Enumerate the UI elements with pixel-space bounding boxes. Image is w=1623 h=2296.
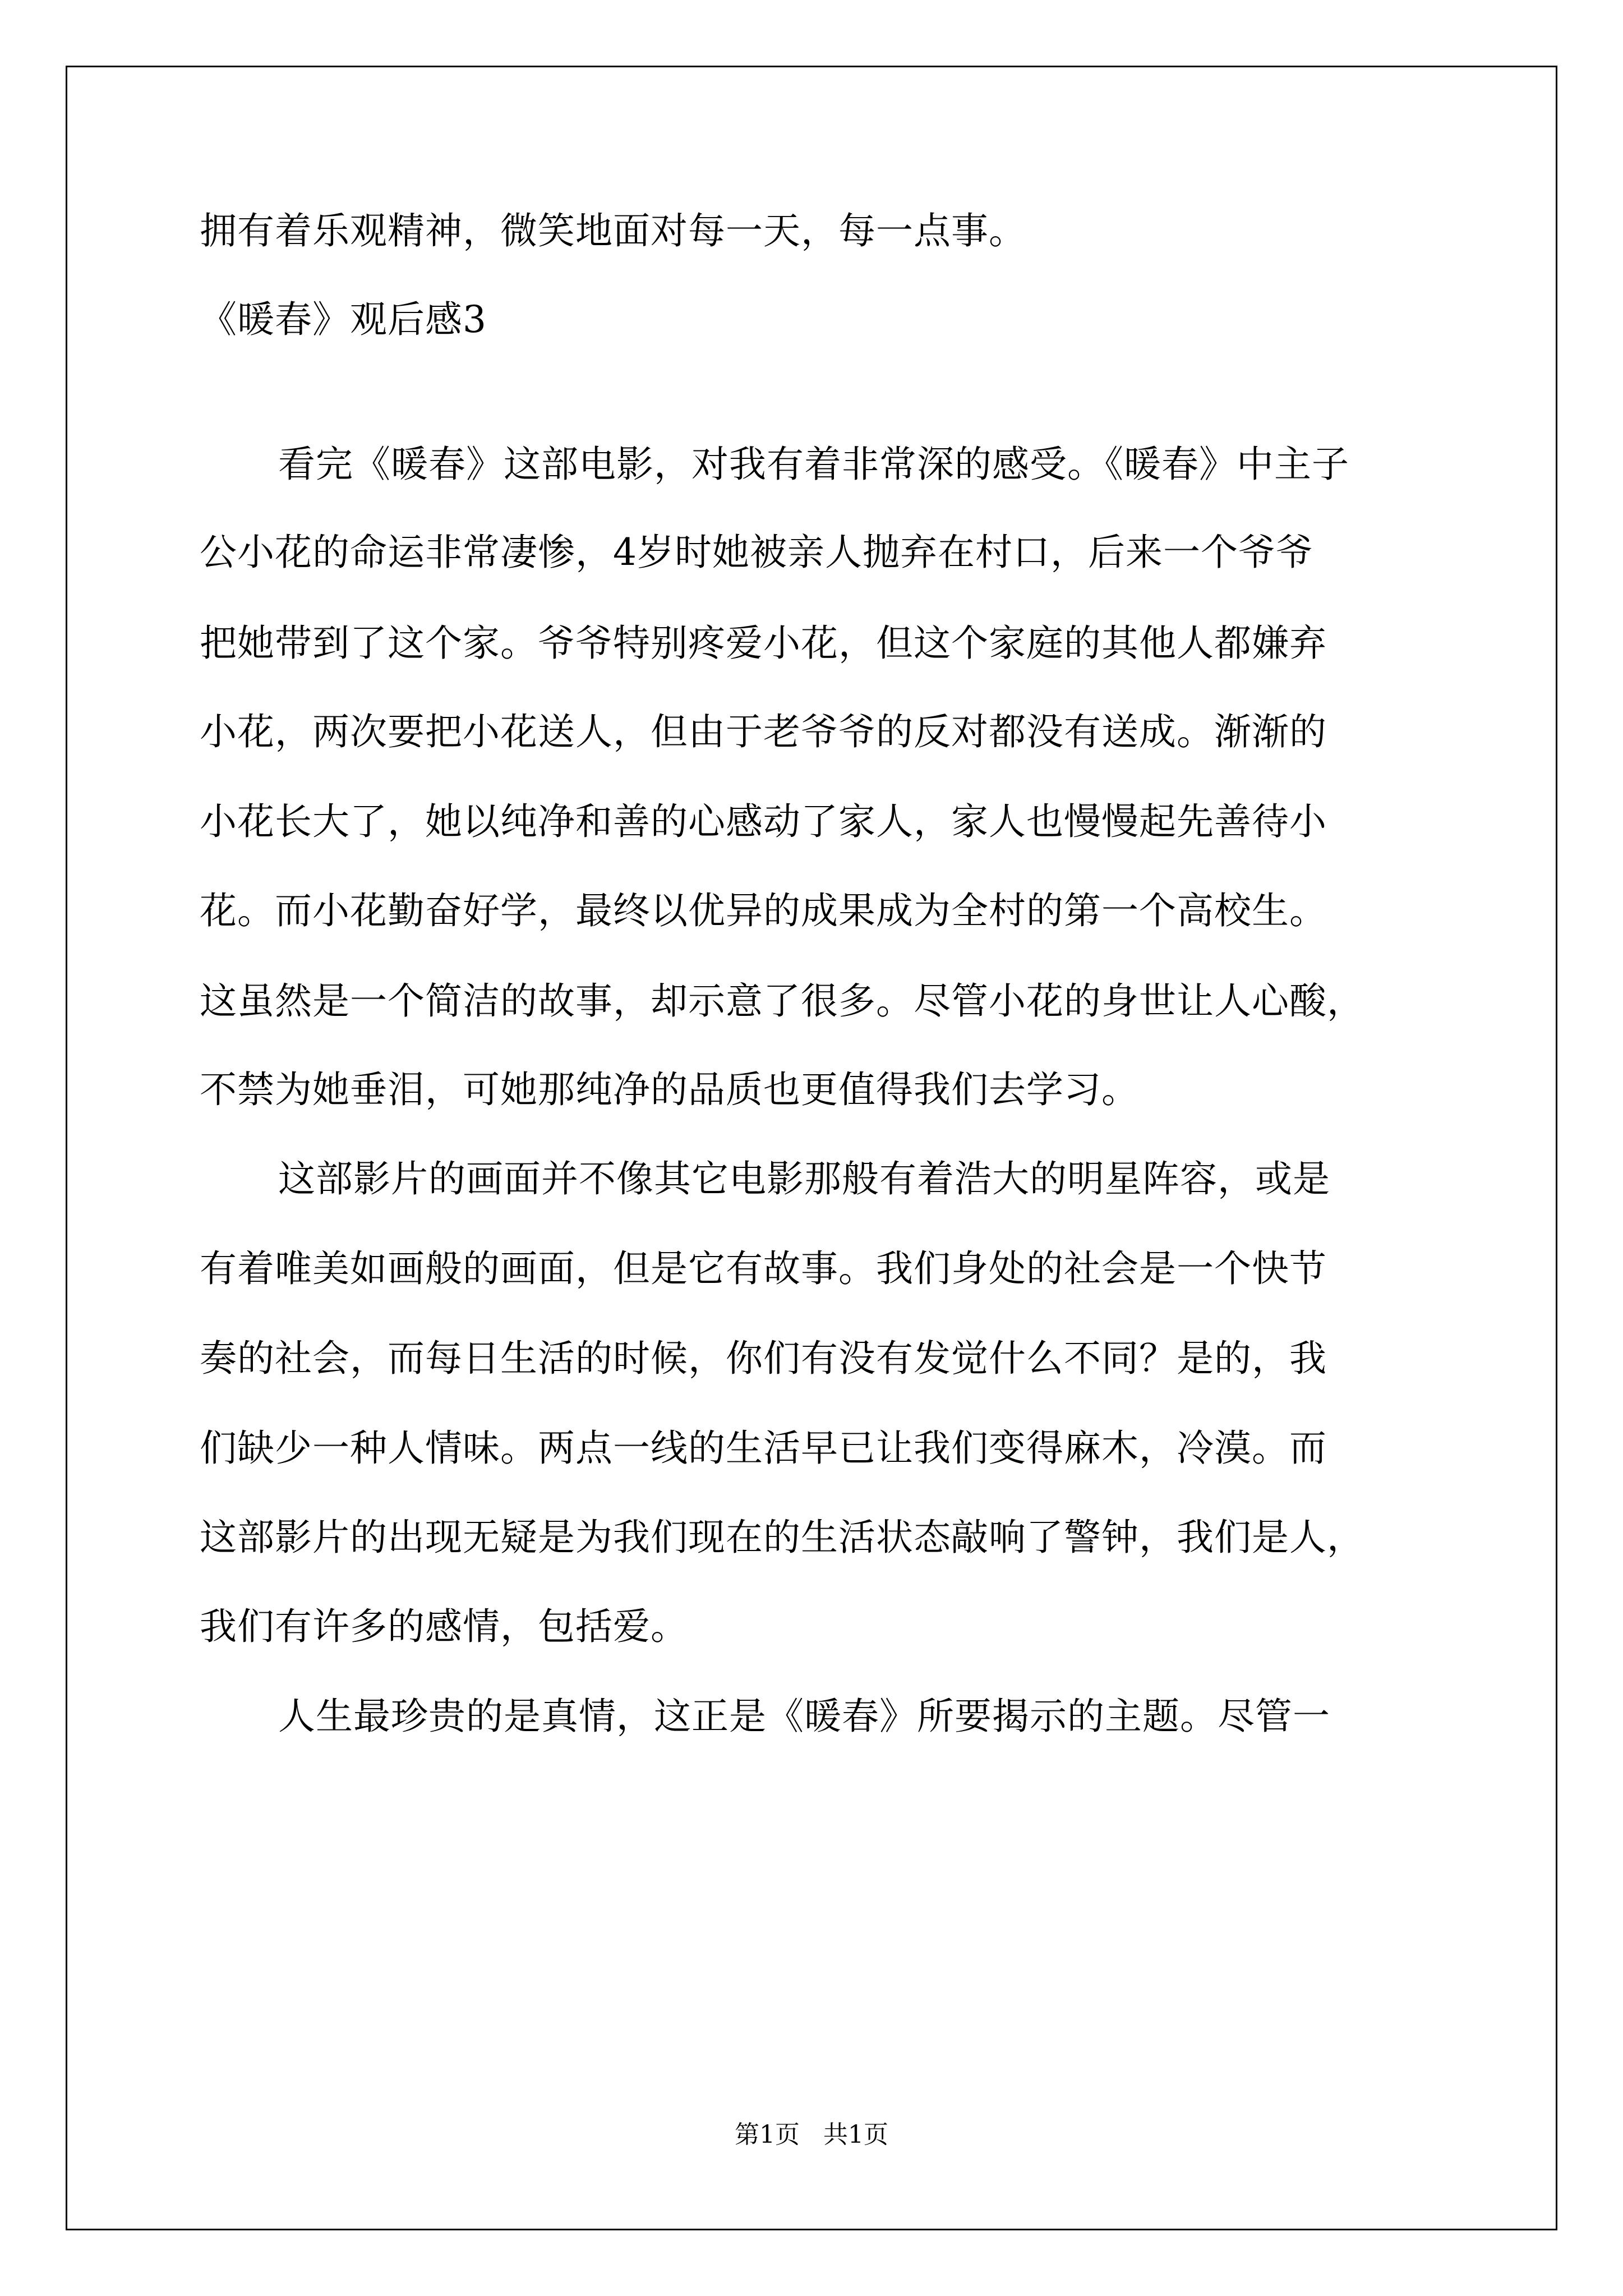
text-line-15: 这部影片的出现无疑是为我们现在的生活状态敲响了警钟，我们是人，: [200, 1516, 1364, 1559]
text-line-17: 人生最珍贵的是真情，这正是《暖春》所要揭示的主题。尽管一: [278, 1695, 1330, 1738]
text-line-3: 看完《暖春》这部电影，对我有着非常深的感受。《暖春》中主子: [278, 443, 1349, 486]
page-footer: 第1页 共1页: [735, 2120, 888, 2149]
text-line-6: 小花，两次要把小花送人，但由于老爷爷的反对都没有送成。渐渐的: [200, 710, 1327, 753]
text-line-8: 花。而小花勤奋好学，最终以优异的成果成为全村的第一个高校生。: [200, 889, 1327, 932]
text-line-10: 不禁为她垂泪，可她那纯净的品质也更值得我们去学习。: [200, 1068, 1139, 1111]
text-line-12: 有着唯美如画般的画面，但是它有故事。我们身处的社会是一个快节: [200, 1247, 1327, 1290]
text-line-5: 把她带到了这个家。爷爷特别疼爱小花，但这个家庭的其他人都嫌弃: [200, 622, 1327, 665]
page-border: [66, 66, 1557, 2230]
text-line-7: 小花长大了，她以纯净和善的心感动了家人，家人也慢慢起先善待小: [200, 800, 1327, 843]
text-line-11: 这部影片的画面并不像其它电影那般有着浩大的明星阵容，或是: [278, 1157, 1330, 1200]
text-line-16: 我们有许多的感情，包括爱。: [200, 1605, 688, 1648]
text-line-13: 奏的社会，而每日生活的时候，你们有没有发觉什么不同？是的，我: [200, 1337, 1327, 1380]
text-line-1: 拥有着乐观精神，微笑地面对每一天，每一点事。: [200, 209, 1026, 252]
text-line-9: 这虽然是一个简洁的故事，却示意了很多。尽管小花的身世让人心酸，: [200, 979, 1364, 1023]
section-heading: 《暖春》观后感3: [200, 298, 487, 341]
text-line-4: 公小花的命运非常凄惨，4岁时她被亲人抛弃在村口，后来一个爷爷: [200, 531, 1313, 574]
text-line-14: 们缺少一种人情味。两点一线的生活早已让我们变得麻木，冷漠。而: [200, 1427, 1327, 1470]
